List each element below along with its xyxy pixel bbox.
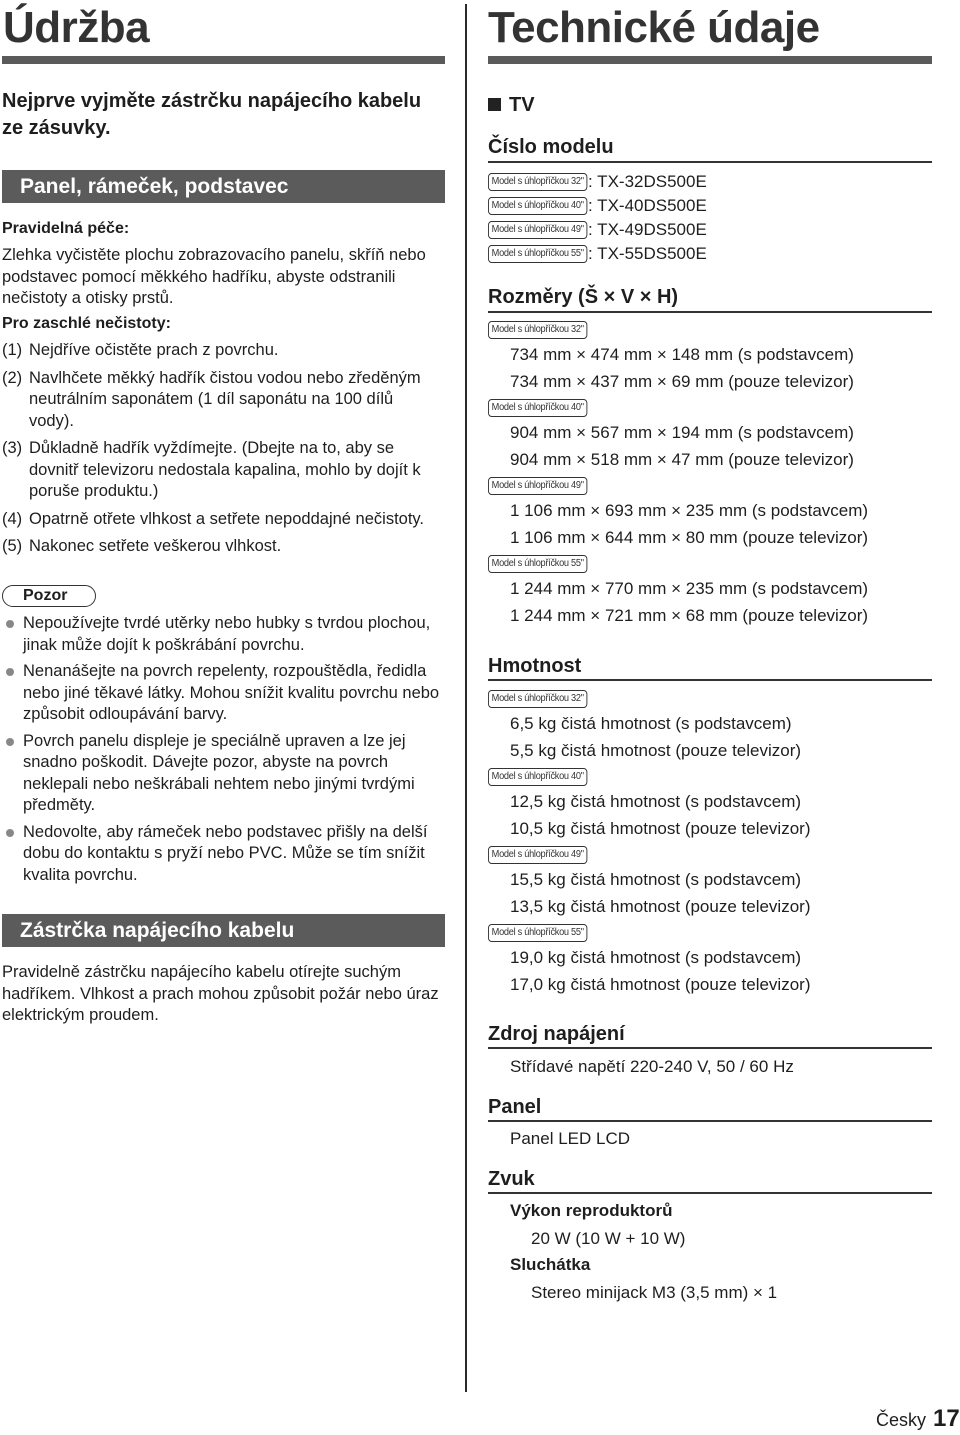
care-text: Zlehka vyčistěte plochu zobrazovacího panelu, skříň nebo podstavec pomocí měkkého hadříku, abyste odstranili nečistoty a otisky prstů. [2, 246, 426, 307]
page-number: 17 [933, 1405, 960, 1432]
model-size-tag: Model s úhlopříčkou 49" [488, 221, 587, 239]
mass-tv-only: 10,5 kg čistá hmotnost (pouze televizor) [510, 819, 811, 838]
mass-group [488, 766, 932, 842]
headphone-label: Sluchátka [510, 1255, 591, 1274]
mass-with-stand: 15,5 kg čistá hmotnost (s podstavcem) [510, 870, 802, 889]
dimension-group [488, 319, 932, 395]
step-item: (4) Opatrně otřete vlhkost a setřete nepoddajné nečistoty. [2, 509, 425, 528]
mass-tv-only: 17,0 kg čistá hmotnost (pouze televizor) [510, 975, 811, 994]
step-item: (3) Důkladně hadřík vyždímejte. (Dbejte na to, aby se dovnitř televizoru nedostala kapalina, mohlo by dojít k poruše produktu.) [2, 439, 421, 500]
dimension-tv-only: 1 244 mm × 721 mm × 68 mm (pouze televizor) [510, 606, 869, 625]
bullet-icon [2, 822, 23, 887]
mass-with-stand: 12,5 kg čistá hmotnost (s podstavcem) [510, 792, 802, 811]
caution-item: Nenanášejte na povrch repelenty, rozpouštědla, ředidla nebo jiné těkavé látky. Mohou snížit kvalitu povrchu nebo způsobit odloupávání barvy. [2, 661, 442, 726]
page-title-right: Technické údaje [488, 3, 820, 52]
mass-group [488, 922, 932, 998]
model-size-tag: Model s úhlopříčkou 32" [488, 690, 587, 708]
dimension-group [488, 553, 932, 629]
sound-heading: Zvuk [488, 1168, 535, 1190]
column-divider [465, 4, 467, 1392]
dimension-tv-only: 734 mm × 437 mm × 69 mm (pouze televizor) [510, 372, 854, 391]
caution-item: Nedovolte, aby rámeček nebo podstavec přišly na delší dobu do kontaktu s pryží nebo PVC. Může se tím snížit kvalita povrchu. [2, 822, 442, 887]
dimensions-rule [488, 311, 932, 313]
caution-item: Povrch panelu displeje je speciálně upraven a lze jej snadno poškodit. Dávejte pozor, abyste na povrch neklepali nebo neškrábali nehtem nebo jinými tvrdými předměty. [2, 731, 442, 817]
dimension-group [488, 397, 932, 473]
dimension-tv-only: 1 106 mm × 644 mm × 80 mm (pouze televizor) [510, 528, 869, 547]
mass-rule [488, 679, 932, 681]
mass-group [488, 844, 932, 920]
square-bullet-icon [488, 98, 501, 111]
wet-label: Pro zaschlé nečistoty: [2, 315, 171, 332]
model-row: Model s úhlopříčkou 40" : TX-40DS500E [488, 194, 932, 218]
mass-tv-only: 13,5 kg čistá hmotnost (pouze televizor) [510, 897, 811, 916]
dimension-group [488, 475, 932, 551]
mass-tv-only: 5,5 kg čistá hmotnost (pouze televizor) [510, 741, 802, 760]
model-size-tag: Model s úhlopříčkou 40" [488, 399, 587, 417]
sound-rule [488, 1192, 932, 1194]
panel-rule [488, 1120, 932, 1122]
model-size-tag: Model s úhlopříčkou 55" [488, 245, 587, 263]
model-size-tag: Model s úhlopříčkou 49" [488, 477, 587, 495]
dimension-with-stand: 1 244 mm × 770 mm × 235 mm (s podstavcem) [510, 579, 869, 598]
model-row: Model s úhlopříčkou 49" : TX-49DS500E [488, 218, 932, 242]
bullet-icon [2, 613, 23, 656]
dimension-with-stand: 734 mm × 474 mm × 148 mm (s podstavcem) [510, 345, 854, 364]
title-rule-left [2, 56, 445, 64]
bullet-icon [2, 731, 23, 817]
care-label: Pravidelná péče: [2, 220, 130, 237]
dimensions-heading: Rozměry (Š × V × H) [488, 286, 679, 308]
caution-item: Nepoužívejte tvrdé utěrky nebo hubky s tvrdou plochou, jinak může dojít k poškrábání povrchu. [2, 613, 442, 656]
caution-label: Pozor [2, 585, 96, 607]
mass-heading: Hmotnost [488, 655, 582, 677]
power-heading: Zdroj napájení [488, 1023, 625, 1045]
model-size-tag: Model s úhlopříčkou 40" [488, 197, 587, 215]
headphone-value: Stereo minijack M3 (3,5 mm) × 1 [531, 1283, 778, 1302]
intro-warning: Nejprve vyjměte zástrčku napájecího kabelu ze zásuvky. [2, 90, 422, 139]
dimension-with-stand: 904 mm × 567 mm × 194 mm (s podstavcem) [510, 423, 854, 442]
mass-list [488, 688, 932, 998]
footer-language: Česky [876, 1410, 927, 1430]
dimension-with-stand: 1 106 mm × 693 mm × 235 mm (s podstavcem) [510, 501, 869, 520]
model-size-tag: Model s úhlopříčkou 55" [488, 555, 587, 573]
plug-text: Pravidelně zástrčku napájecího kabelu otírejte suchým hadříkem. Vlhkost a prach mohou způsobit požár nebo úraz elektrickým proudem. [2, 963, 439, 1024]
section-heading-panel: Panel, rámeček, podstavec [2, 170, 445, 203]
power-value: Střídavé napětí 220-240 V, 50 / 60 Hz [510, 1057, 794, 1076]
power-rule [488, 1047, 932, 1049]
model-rule [488, 161, 932, 163]
model-heading: Číslo modelu [488, 136, 614, 158]
model-size-tag: Model s úhlopříčkou 32" [488, 173, 587, 191]
speaker-label: Výkon reproduktorů [510, 1201, 673, 1220]
bullet-icon [2, 661, 23, 726]
model-size-tag: Model s úhlopříčkou 40" [488, 768, 587, 786]
model-list [488, 170, 932, 266]
step-item: (1) Nejdříve očistěte prach z povrchu. [2, 341, 279, 359]
model-size-tag: Model s úhlopříčkou 49" [488, 846, 587, 864]
mass-with-stand: 19,0 kg čistá hmotnost (s podstavcem) [510, 948, 802, 967]
panel-value: Panel LED LCD [510, 1129, 631, 1148]
steps-list [2, 340, 440, 558]
model-row: Model s úhlopříčkou 32" : TX-32DS500E [488, 170, 932, 194]
dimension-tv-only: 904 mm × 518 mm × 47 mm (pouze televizor) [510, 450, 854, 469]
dimensions-list [488, 319, 932, 629]
tv-label: TV [488, 94, 535, 117]
caution-list [2, 613, 442, 886]
section-heading-plug: Zástrčka napájecího kabelu [2, 914, 445, 947]
mass-group [488, 688, 932, 764]
speaker-value: 20 W (10 W + 10 W) [531, 1229, 686, 1248]
model-size-tag: Model s úhlopříčkou 55" [488, 924, 587, 942]
panel-heading: Panel [488, 1096, 542, 1118]
step-item: (2) Navlhčete měkký hadřík čistou vodou nebo zředěným neutrálním saponátem (1 díl saponátu na 100 dílů vody). [2, 368, 421, 430]
model-row: Model s úhlopříčkou 55" : TX-55DS500E [488, 242, 932, 266]
mass-with-stand: 6,5 kg čistá hmotnost (s podstavcem) [510, 714, 792, 733]
step-item: (5) Nakonec setřete veškerou vlhkost. [2, 537, 282, 555]
page-title-left: Údržba [3, 3, 150, 52]
model-size-tag: Model s úhlopříčkou 32" [488, 321, 587, 339]
title-rule-right [488, 56, 932, 64]
